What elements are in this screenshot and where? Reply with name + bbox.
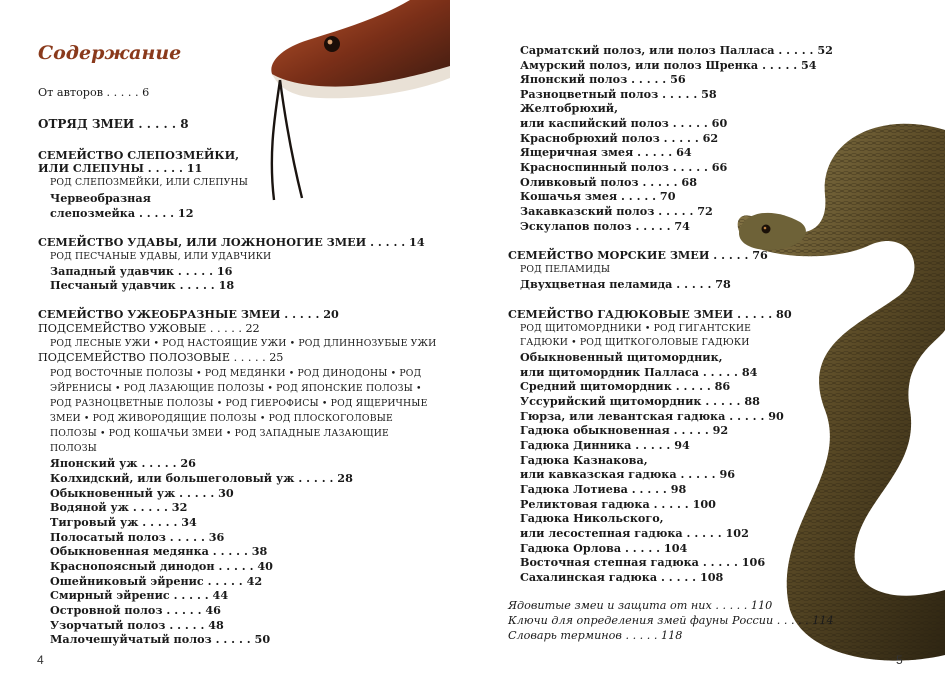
toc-entry-genus: РОД ПЕСЧАНЫЕ УДАВЫ, ИЛИ УДАВЧИКИ — [50, 251, 272, 262]
toc-entry-species: Песчаный удавчик . . . . . 18 — [50, 278, 235, 292]
toc-entry-species: Обыкновенный щитомордник, — [520, 350, 723, 364]
toc-entry-species: Амурский полоз, или полоз Шренка . . . . . 54 — [520, 58, 817, 72]
toc-entry-species: Островной полоз . . . . . 46 — [50, 603, 221, 617]
toc-entry-species: Сахалинская гадюка . . . . . 108 — [520, 570, 724, 584]
right-page — [472, 0, 945, 687]
toc-entry-genus: РОД ПЕЛАМИДЫ — [520, 264, 611, 275]
toc-entry-species: Западный удавчик . . . . . 16 — [50, 264, 233, 278]
toc-entry-genus: ПОЛОЗЫ — [50, 443, 97, 454]
toc-entry-species: Обыкновенный уж . . . . . 30 — [50, 486, 234, 500]
toc-entry-species: Малочешуйчатый полоз . . . . . 50 — [50, 632, 271, 646]
toc-entry-species: Уссурийский щитомордник . . . . . 88 — [520, 394, 760, 408]
toc-entry-species: Тигровый уж . . . . . 34 — [50, 515, 197, 529]
toc-entry-genus: ПОЛОЗЫ • РОД КОШАЧЬИ ЗМЕИ • РОД ЗАПАДНЫЕ ЛАЗАЮЩИЕ — [50, 428, 389, 439]
toc-entry-normal: От авторов . . . . . 6 — [38, 86, 150, 99]
toc-entry-species: или лесостепная гадюка . . . . . 102 — [520, 526, 749, 540]
toc-entry-species: Узорчатый полоз . . . . . 48 — [50, 618, 224, 632]
toc-entry-species: Гадюка обыкновенная . . . . . 92 — [520, 423, 729, 437]
toc-entry-species: Полосатый полоз . . . . . 36 — [50, 530, 225, 544]
toc-entry-family: СЕМЕЙСТВО СЛЕПОЗМЕЙКИ, — [38, 148, 240, 162]
toc-entry-species: Обыкновенная медянка . . . . . 38 — [50, 544, 268, 558]
toc-entry-genus: РОД СЛЕПОЗМЕЙКИ, ИЛИ СЛЕПУНЫ — [50, 177, 249, 188]
toc-entry-species: Гадюка Динника . . . . . 94 — [520, 438, 690, 452]
toc-entry-species: Ошейниковый эйренис . . . . . 42 — [50, 574, 263, 588]
toc-entry-species: Закавказский полоз . . . . . 72 — [520, 204, 713, 218]
toc-entry-appendix: Ключи для определения змей фауны России . . . . . 114 — [508, 614, 834, 627]
toc-entry-species: или каспийский полоз . . . . . 60 — [520, 116, 728, 130]
toc-entry-species: Гадюка Никольского, — [520, 511, 664, 525]
snake-head-image — [250, 0, 450, 215]
toc-entry-species: Краснобрюхий полоз . . . . . 62 — [520, 131, 719, 145]
toc-entry-species: Гадюка Лотиева . . . . . 98 — [520, 482, 687, 496]
toc-entry-subfamily: ПОДСЕМЕЙСТВО ПОЛОЗОВЫЕ . . . . . 25 — [38, 351, 284, 364]
toc-entry-species: Ящеричная змея . . . . . 64 — [520, 145, 692, 159]
toc-entry-subfamily: ПОДСЕМЕЙСТВО УЖОВЫЕ . . . . . 22 — [38, 322, 260, 335]
toc-entry-family: ИЛИ СЛЕПУНЫ . . . . . 11 — [38, 161, 203, 175]
toc-entry-species: Японский полоз . . . . . 56 — [520, 72, 686, 86]
page-number-right: 5 — [896, 653, 903, 667]
toc-entry-species: Красноспинный полоз . . . . . 66 — [520, 160, 728, 174]
toc-entry-species: Реликтовая гадюка . . . . . 100 — [520, 497, 716, 511]
toc-entry-species: слепозмейка . . . . . 12 — [50, 206, 194, 220]
toc-entry-family: СЕМЕЙСТВО УЖЕОБРАЗНЫЕ ЗМЕИ . . . . . 20 — [38, 307, 339, 321]
toc-entry-appendix: Словарь терминов . . . . . 118 — [508, 629, 683, 642]
toc-entry-order: ОТРЯД ЗМЕИ . . . . . 8 — [38, 117, 189, 131]
toc-entry-species: Червеобразная — [50, 191, 151, 205]
toc-entry-genus: ЭЙРЕНИСЫ • РОД ЛАЗАЮЩИЕ ПОЛОЗЫ • РОД ЯПОНСКИЕ ПОЛОЗЫ • — [50, 383, 422, 394]
toc-entry-species: Разноцветный полоз . . . . . 58 — [520, 87, 717, 101]
toc-entry-species: Эскулапов полоз . . . . . 74 — [520, 219, 690, 233]
toc-entry-species: Сарматский полоз, или полоз Палласа . . . . . 52 — [520, 43, 833, 57]
toc-entry-species: Колхидский, или большеголовый уж . . . . . 28 — [50, 471, 353, 485]
toc-entry-family: СЕМЕЙСТВО ГАДЮКОВЫЕ ЗМЕИ . . . . . 80 — [508, 307, 792, 321]
toc-entry-species: Водяной уж . . . . . 32 — [50, 500, 188, 514]
toc-entry-species: Желтобрюхий, — [520, 101, 618, 115]
toc-entry-species: или щитомордник Палласа . . . . . 84 — [520, 365, 758, 379]
toc-entry-genus: ГАДЮКИ • РОД ЩИТКОГОЛОВЫЕ ГАДЮКИ — [520, 337, 750, 348]
coiled-snake-image — [730, 110, 945, 670]
toc-entry-species: Смирный эйренис . . . . . 44 — [50, 588, 229, 602]
contents-heading: Содержание — [38, 42, 182, 64]
toc-entry-genus: РОД ЩИТОМОРДНИКИ • РОД ГИГАНТСКИЕ — [520, 323, 752, 334]
toc-entry-species: Восточная степная гадюка . . . . . 106 — [520, 555, 766, 569]
left-page — [0, 0, 472, 687]
toc-entry-species: Гадюка Орлова . . . . . 104 — [520, 541, 688, 555]
toc-entry-appendix: Ядовитые змеи и защита от них . . . . . 110 — [508, 599, 773, 612]
toc-entry-species: Гюрза, или левантская гадюка . . . . . 90 — [520, 409, 784, 423]
toc-entry-genus: ЗМЕИ • РОД ЖИВОРОДЯЩИЕ ПОЛОЗЫ • РОД ПЛОСКОГОЛОВЫЕ — [50, 413, 393, 424]
toc-entry-genus: РОД РАЗНОЦВЕТНЫЕ ПОЛОЗЫ • РОД ГИЕРОФИСЫ • РОД ЯЩЕРИЧНЫЕ — [50, 398, 428, 409]
toc-entry-species: Японский уж . . . . . 26 — [50, 456, 196, 470]
toc-entry-genus: РОД ЛЕСНЫЕ УЖИ • РОД НАСТОЯЩИЕ УЖИ • РОД ДЛИННОЗУБЫЕ УЖИ — [50, 338, 437, 349]
toc-entry-family: СЕМЕЙСТВО МОРСКИЕ ЗМЕИ . . . . . 76 — [508, 248, 768, 262]
toc-entry-species: Оливковый полоз . . . . . 68 — [520, 175, 697, 189]
toc-entry-species: Гадюка Казнакова, — [520, 453, 648, 467]
page-number-left: 4 — [37, 653, 44, 667]
toc-entry-species: Кошачья змея . . . . . 70 — [520, 189, 676, 203]
toc-entry-genus: РОД ВОСТОЧНЫЕ ПОЛОЗЫ • РОД МЕДЯНКИ • РОД ДИНОДОНЫ • РОД — [50, 368, 422, 379]
toc-entry-family: СЕМЕЙСТВО УДАВЫ, ИЛИ ЛОЖНОНОГИЕ ЗМЕИ . . . . . 14 — [38, 235, 425, 249]
toc-entry-species: или кавказская гадюка . . . . . 96 — [520, 467, 736, 481]
toc-entry-species: Краснопоясный динодон . . . . . 40 — [50, 559, 273, 573]
toc-entry-species: Двухцветная пеламида . . . . . 78 — [520, 277, 731, 291]
toc-entry-species: Средний щитомордник . . . . . 86 — [520, 379, 731, 393]
